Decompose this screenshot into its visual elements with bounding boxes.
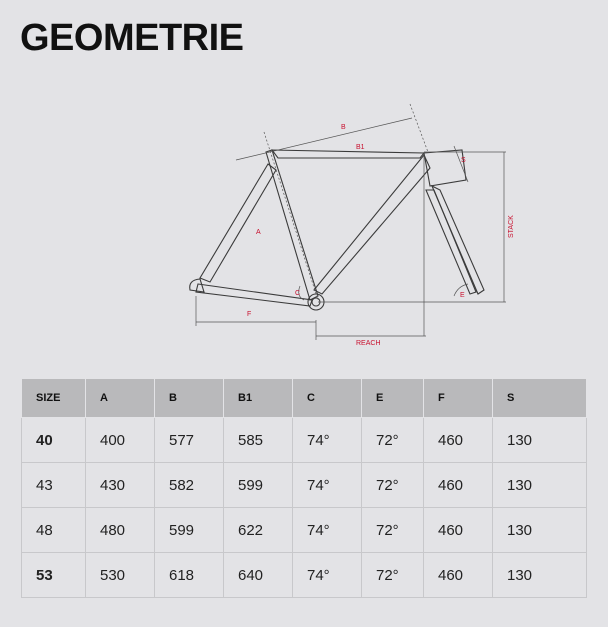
- cell-c: 74°: [293, 553, 362, 598]
- dimension-lines: [196, 104, 506, 340]
- cell-e: 72°: [362, 508, 424, 553]
- table-row: [22, 463, 587, 508]
- header-b: B: [155, 379, 224, 418]
- label-b1: B1: [356, 144, 365, 151]
- header-c: C: [293, 379, 362, 418]
- cell-e: 72°: [362, 463, 424, 508]
- cell-s: 130: [493, 508, 587, 553]
- cell-b1: 622: [224, 508, 293, 553]
- label-c: C: [295, 290, 301, 297]
- cell-b1: 599: [224, 463, 293, 508]
- cell-a: 430: [86, 463, 155, 508]
- geometry-table: [21, 378, 587, 598]
- cell-f: 460: [424, 418, 493, 463]
- table-header-row: [22, 379, 587, 418]
- cell-c: 74°: [293, 418, 362, 463]
- header-s: S: [493, 379, 587, 418]
- cell-b1: 640: [224, 553, 293, 598]
- cell-f: 460: [424, 553, 493, 598]
- page-title: GEOMETRIE: [20, 17, 244, 59]
- header-a: A: [86, 379, 155, 418]
- label-b: B: [341, 124, 346, 131]
- cell-f: 460: [424, 508, 493, 553]
- cell-b: 577: [155, 418, 224, 463]
- cell-a: 400: [86, 418, 155, 463]
- cell-b: 599: [155, 508, 224, 553]
- cell-s: 130: [493, 418, 587, 463]
- label-a: A: [256, 229, 261, 236]
- cell-b1: 585: [224, 418, 293, 463]
- cell-a: 530: [86, 553, 155, 598]
- cell-size: 43: [22, 463, 86, 508]
- frame-geometry-diagram: [0, 95, 608, 355]
- header-e: E: [362, 379, 424, 418]
- table-row: [22, 418, 587, 463]
- cell-s: 130: [493, 463, 587, 508]
- cell-e: 72°: [362, 418, 424, 463]
- cell-b: 582: [155, 463, 224, 508]
- cell-size: 53: [22, 553, 86, 598]
- cell-b: 618: [155, 553, 224, 598]
- cell-a: 480: [86, 508, 155, 553]
- header-b1: B1: [224, 379, 293, 418]
- cell-size: 40: [22, 418, 86, 463]
- label-e: E: [460, 292, 465, 299]
- header-size: SIZE: [22, 379, 86, 418]
- cell-c: 74°: [293, 463, 362, 508]
- table-row: [22, 508, 587, 553]
- label-s: S: [461, 157, 466, 164]
- cell-s: 130: [493, 553, 587, 598]
- table-row: [22, 553, 587, 598]
- bike-frame-outline: [190, 150, 484, 310]
- cell-e: 72°: [362, 553, 424, 598]
- cell-c: 74°: [293, 508, 362, 553]
- label-f: F: [247, 311, 252, 318]
- header-f: F: [424, 379, 493, 418]
- cell-size: 48: [22, 508, 86, 553]
- label-reach: REACH: [356, 340, 381, 347]
- cell-f: 460: [424, 463, 493, 508]
- label-stack: STACK: [508, 215, 515, 238]
